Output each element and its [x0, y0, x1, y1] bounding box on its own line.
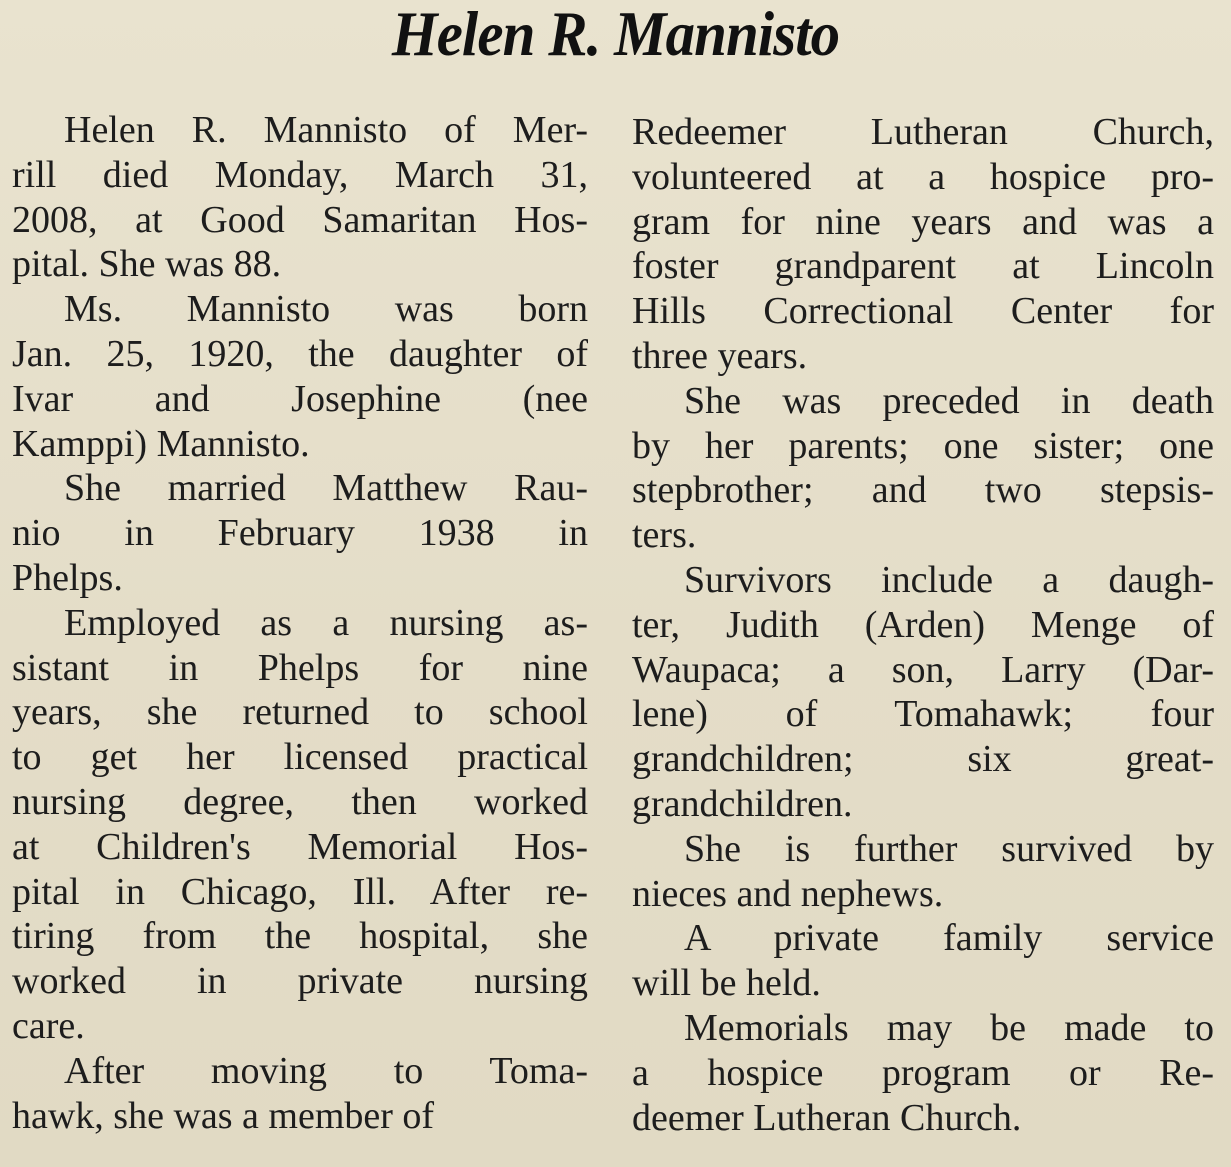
- text-line: care.: [12, 1004, 85, 1047]
- text-line: Helen R. Mannisto of Mer-: [64, 109, 588, 151]
- text-line: foster grandparent at Lincoln: [632, 245, 1214, 288]
- right-text-column: [632, 110, 1214, 1140]
- text-line: Hills Correctional Center for: [632, 290, 1214, 333]
- text-line: grandchildren.: [632, 782, 853, 825]
- text-line: worked in private nursing: [12, 960, 588, 1003]
- obituary-headline: Helen R. Mannisto: [391, 0, 840, 69]
- text-line: at Children's Memorial Hos-: [12, 825, 588, 868]
- text-line: sistant in Phelps for nine: [12, 646, 588, 689]
- text-line: hawk, she was a member of: [12, 1094, 435, 1137]
- text-line: Employed as a nursing as-: [64, 601, 588, 644]
- text-line: A private family service: [684, 917, 1214, 960]
- text-line: ter, Judith (Arden) Menge of: [632, 603, 1214, 646]
- obituary-paragraph: [12, 466, 588, 600]
- text-line: nio in February 1938 in: [12, 512, 588, 555]
- text-line: gram for nine years and was a: [632, 200, 1214, 243]
- obituary-paragraph: [12, 1049, 588, 1139]
- text-line: After moving to Toma-: [64, 1049, 588, 1092]
- text-line: She married Matthew Rau-: [64, 467, 588, 510]
- text-line: 2008, at Good Samaritan Hos-: [12, 198, 588, 241]
- text-line: stepbrother; and two stepsis-: [632, 469, 1214, 512]
- text-line: deemer Lutheran Church.: [632, 1096, 1022, 1139]
- text-line: Ms. Mannisto was born: [64, 288, 588, 331]
- text-line: Jan. 25, 1920, the daughter of: [12, 332, 588, 375]
- text-line: Redeemer Lutheran Church,: [632, 111, 1214, 153]
- text-line: a hospice program or Re-: [632, 1051, 1214, 1094]
- text-line: nursing degree, then worked: [12, 780, 588, 823]
- text-line: ters.: [632, 514, 697, 557]
- obituary-paragraph: [632, 110, 1214, 379]
- text-line: three years.: [632, 334, 808, 377]
- text-line: Survivors include a daugh-: [684, 558, 1214, 601]
- text-line: to get her licensed practical: [12, 736, 588, 779]
- text-line: rill died Monday, March 31,: [12, 153, 588, 196]
- text-line: pital in Chicago, Ill. After re-: [12, 870, 588, 913]
- obituary-paragraph: [632, 558, 1214, 827]
- obituary-paragraph: [12, 287, 588, 466]
- text-line: Kamppi) Mannisto.: [12, 422, 310, 465]
- text-line: years, she returned to school: [12, 691, 588, 734]
- obituary-paragraph: [12, 601, 588, 1049]
- text-line: by her parents; one sister; one: [632, 424, 1214, 467]
- text-line: She was preceded in death: [684, 379, 1214, 422]
- text-line: tiring from the hospital, she: [12, 915, 588, 958]
- text-line: lene) of Tomahawk; four: [632, 693, 1214, 736]
- obituary-paragraph: [632, 916, 1214, 1006]
- text-line: nieces and nephews.: [632, 872, 944, 915]
- text-line: She is further survived by: [684, 827, 1214, 870]
- obituary-paragraph: [632, 379, 1214, 558]
- obituary-paragraph: [12, 108, 588, 287]
- text-line: grandchildren; six great-: [632, 738, 1214, 781]
- text-line: pital. She was 88.: [12, 243, 282, 286]
- obituary-paragraph: [632, 827, 1214, 917]
- text-line: Waupaca; a son, Larry (Dar-: [632, 648, 1214, 691]
- obituary-paragraph: [632, 1006, 1214, 1140]
- text-line: Phelps.: [12, 556, 123, 599]
- text-line: volunteered at a hospice pro-: [632, 155, 1214, 198]
- text-line: Memorials may be made to: [684, 1006, 1214, 1049]
- text-line: Ivar and Josephine (nee: [12, 377, 588, 420]
- left-text-column: [12, 108, 588, 1138]
- text-line: will be held.: [632, 962, 821, 1005]
